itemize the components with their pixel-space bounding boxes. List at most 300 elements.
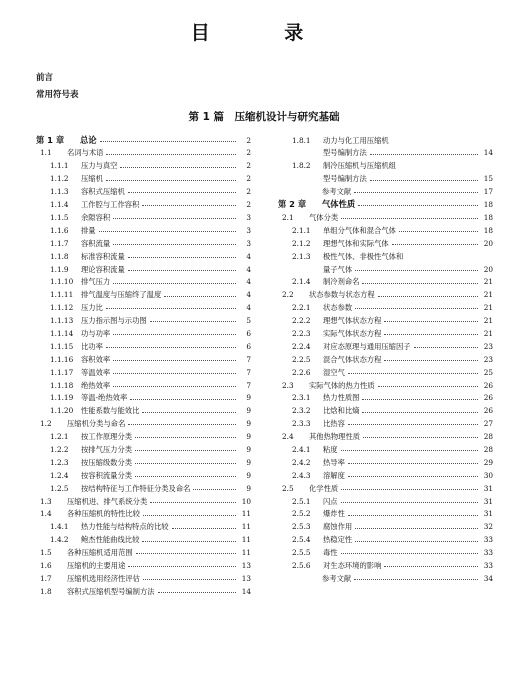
toc-entry-number: 2.1.1 [292,225,311,235]
toc-entry-number: 2.5.4 [292,535,311,545]
toc-page-number: 32 [483,522,493,532]
toc-entry-number: 1.8 [40,586,52,596]
toc-entry-number: 1.1 [40,148,52,158]
toc-page-number: 27 [483,419,493,429]
toc-entry-number: 2.5.2 [292,509,311,519]
toc-entry [36,582,251,595]
dot-leader [128,424,236,425]
toc-entry-title: 压缩机选用经济性评估 [67,573,140,583]
toc-entry-title: 湿空气 [323,367,345,377]
dot-leader [106,308,236,309]
toc-entry-number: 1.1.15 [50,341,74,351]
toc-entry-title: 比热容 [323,419,345,429]
toc-entry [278,363,493,376]
toc-entry [36,286,251,299]
toc-entry-number: 2.5.3 [292,522,311,532]
toc-entry-title: 等温效率 [81,367,111,377]
toc-entry-title: 比功率 [81,341,103,351]
toc-entry-number: 2.4.3 [292,470,311,480]
toc-entry-title: 热导率 [323,457,345,467]
dot-leader [130,399,236,400]
toc-entry-title: 对生态环境的影响 [323,560,382,570]
toc-page-number: 33 [483,560,493,570]
toc-page-number: 31 [483,483,493,493]
toc-entry-number: 1.1.13 [50,316,74,326]
toc-page-number: 9 [246,470,251,480]
toc-entry-number: 1.8.1 [292,135,311,145]
toc-entry [278,144,493,157]
toc-entry [278,299,493,312]
dot-leader [358,205,478,206]
toc-page-number: 23 [483,341,493,351]
dot-leader [158,592,236,593]
toc-entry-number: 1.1.2 [50,174,69,184]
toc-entry-title: 功与功率 [81,328,111,338]
toc-entry-title: 溶解度 [323,470,345,480]
dot-leader [384,360,478,361]
toc-page-number: 6 [246,341,251,351]
dot-leader [150,502,236,503]
toc-entry [278,402,493,415]
toc-entry-number: 2.2 [282,290,294,300]
toc-entry-title: 实际气体的热力性质 [309,380,375,390]
toc-entry-title: 排气温度与压缩终了温度 [81,290,162,300]
dot-leader [378,386,478,387]
toc-entry-title: 各种压缩机的特性比较 [67,509,140,519]
toc-entry-title: 按结构特征与工作特征分类及命名 [81,483,191,493]
toc-entry [36,466,251,479]
toc-entry-number: 1.1.6 [50,225,69,235]
toc-entry [278,556,493,569]
toc-entry-number: 1.2.4 [50,470,69,480]
toc-entry [36,440,251,453]
toc-entry [278,427,493,440]
toc-entry [36,208,251,221]
toc-entry-number: 1.1.14 [50,328,74,338]
toc-entry [36,492,251,505]
toc-page-number: 2 [246,148,251,158]
dot-leader [392,244,478,245]
toc-entry-title: 制冷压缩机与压缩机组 [323,161,396,171]
toc-entry-number: 1.5 [40,548,52,558]
toc-entry [278,337,493,350]
toc-entry-number: 2.5.5 [292,548,311,558]
toc-entry-number: 2.5.6 [292,560,311,570]
toc-page-number: 26 [483,380,493,390]
toc-page-number: 28 [483,432,493,442]
toc-entry-number: 1.1.20 [50,406,74,416]
dot-leader [113,218,236,219]
toc-entry [36,569,251,582]
toc-entry [278,157,493,170]
toc-page-number: 21 [483,303,493,313]
toc-entry-title: 鲍杰性能曲线比较 [81,535,140,545]
dot-leader [135,437,236,438]
dot-leader [142,541,236,542]
dot-leader [341,502,478,503]
toc-entry-number: 2.3.1 [292,393,311,403]
dot-leader [135,463,236,464]
toc-entry-number: 1.1.12 [50,303,74,313]
toc-page-number: 9 [246,432,251,442]
toc-entry-title: 热力性能与结构特点的比较 [81,522,169,532]
toc-entry [36,337,251,350]
toc-entry-number: 1.1.4 [50,200,69,210]
toc-page-number: 7 [246,354,251,364]
toc-entry-number: 1.4.2 [50,535,69,545]
dot-leader [106,154,236,155]
toc-entry-number: 2.2.1 [292,303,311,313]
toc-page-number: 17 [483,187,493,197]
toc-entry-number: 第 2 章 [278,199,307,210]
toc-page-number: 3 [246,225,251,235]
dot-leader [106,180,236,181]
toc-entry [278,170,493,183]
toc-entry-title: 容积式压缩机型号编制方法 [67,586,155,596]
toc-entry-title: 压缩机进、排气系统分类 [67,496,148,506]
dot-leader [142,412,236,413]
toc-entry-number: 1.3 [40,496,52,506]
toc-entry [36,221,251,234]
toc-entry-title: 按排气压力分类 [81,444,133,454]
dot-leader [348,515,478,516]
toc-entry-title: 气体分类 [309,212,339,222]
toc-entry-number: 2.5.1 [292,496,311,506]
dot-leader [384,566,478,567]
toc-entry-number: 1.1.16 [50,354,74,364]
toc-page-number: 18 [483,212,493,222]
toc-entry-number: 1.2.1 [50,432,69,442]
toc-page-number: 9 [246,457,251,467]
toc-page-number: 33 [483,535,493,545]
toc-entry-number: 1.1.7 [50,238,69,248]
toc-page-number: 21 [483,328,493,338]
toc-page-number: 28 [483,444,493,454]
toc-page-number: 2 [246,135,251,145]
toc-page-number: 26 [483,406,493,416]
toc-entry [36,479,251,492]
toc-entry-title: 压力比 [81,303,103,313]
part-title: 第 1 篇 压缩机设计与研究基础 [188,111,340,123]
front-matter-symbols: 常用符号表 [36,90,79,100]
toc-entry-title: 参考文献 [322,573,352,583]
toc-entry [278,324,493,337]
dot-leader [113,373,236,374]
toc-entry-number: 1.1.11 [50,290,74,300]
toc-entry-title: 混合气体状态方程 [323,354,382,364]
dot-leader [341,489,478,490]
toc-page-number: 30 [483,470,493,480]
toc-page-number: 11 [241,509,251,519]
front-matter-preface: 前言 [36,73,54,83]
dot-leader [384,321,478,322]
dot-leader [106,347,236,348]
toc-entry-title: 等温-绝热效率 [81,393,128,403]
toc-entry-title: 闪点 [323,496,338,506]
toc-entry-title: 比焓和比熵 [323,406,360,416]
toc-entry-title: 余隙容积 [81,212,111,222]
dot-leader [341,553,478,554]
toc-entry-number: 1.1.19 [50,393,74,403]
toc-entry [278,260,493,273]
toc-entry-number: 2.2.2 [292,316,311,326]
toc-column-left [36,131,251,595]
toc-entry-number: 1.1.3 [50,187,69,197]
toc-entry-number: 1.2.3 [50,457,69,467]
dot-leader [143,515,236,516]
toc-page-number: 3 [246,212,251,222]
dot-leader [362,399,478,400]
toc-page-number: 25 [483,367,493,377]
toc-entry-number: 1.1.9 [50,264,69,274]
toc-entry-title: 腐蚀作用 [323,522,353,532]
toc-entry-title: 粘度 [323,444,338,454]
toc-entry-number: 2.2.4 [292,341,311,351]
toc-entry-title: 其他热物理性质 [309,432,361,442]
toc-entry [278,466,493,479]
toc-page-number: 18 [483,225,493,235]
toc-entry-title: 型号编制方法 [323,174,367,184]
toc-entry-title: 实际气体状态方程 [323,328,382,338]
toc-page-number: 26 [483,393,493,403]
toc-entry-number: 2.1.4 [292,277,311,287]
dot-leader [128,257,236,258]
toc-entry-title: 按容积流量分类 [81,470,133,480]
toc-entry [36,234,251,247]
toc-entry-title: 量子气体 [323,264,353,274]
dot-leader [414,347,478,348]
toc-entry-number: 1.6 [40,560,52,570]
toc-entry-title: 绝热效率 [81,380,111,390]
toc-entry-title: 毒性 [323,548,338,558]
toc-entry [278,234,493,247]
toc-entry-title: 状态参数与状态方程 [309,290,375,300]
toc-entry [36,402,251,415]
dot-leader [164,296,236,297]
toc-entry-number: 2.3.3 [292,419,311,429]
dot-leader [399,231,478,232]
toc-entry [36,427,251,440]
toc-entry [36,518,251,531]
dot-leader [348,476,478,477]
toc-page-number: 15 [483,174,493,184]
toc-entry-number: 2.1.3 [292,251,311,261]
toc-entry [36,324,251,337]
toc-entry [278,453,493,466]
toc-page-number: 23 [483,354,493,364]
toc-entry [278,376,493,389]
dot-leader [355,528,478,529]
toc-page-number: 7 [246,380,251,390]
toc-entry-title: 工作腔与工作容积 [81,200,140,210]
toc-page-number: 31 [483,509,493,519]
dot-leader [150,321,236,322]
toc-entry-number: 1.7 [40,573,52,583]
dot-leader [348,424,478,425]
toc-page-number: 3 [246,238,251,248]
toc-page-number: 13 [241,560,251,570]
toc-entry-title: 压力指示图与示功图 [81,316,147,326]
toc-page-number: 29 [483,457,493,467]
dot-leader [355,270,478,271]
toc-entry [278,531,493,544]
dot-leader [363,437,478,438]
dot-leader [113,244,236,245]
dot-leader [135,450,236,451]
toc-entry-title: 按压缩级数分类 [81,457,133,467]
toc-entry [36,505,251,518]
toc-page-number: 9 [246,393,251,403]
toc-entry-number: 2.1.2 [292,238,311,248]
toc-entry-title: 压缩机的主要用途 [67,560,126,570]
toc-entry-number: 1.2.5 [50,483,69,493]
toc-entry-title: 标准容积流量 [81,251,125,261]
toc-page-number: 11 [241,522,251,532]
toc-entry-title: 名词与术语 [67,148,104,158]
toc-entry-number: 第 1 章 [36,134,65,145]
toc-page-number: 4 [246,303,251,313]
toc-page-number: 13 [241,573,251,583]
toc-entry [36,453,251,466]
toc-entry [36,544,251,557]
dot-leader [128,270,236,271]
dot-leader [143,579,236,580]
toc-page-number: 4 [246,251,251,261]
toc-entry [36,415,251,428]
toc-chapter-heading [278,195,493,208]
toc-page-number: 14 [483,148,493,158]
dot-leader [362,283,478,284]
toc-page-number: 18 [483,200,493,210]
dot-leader [99,231,236,232]
toc-entry-title: 压缩机分类与命名 [67,419,126,429]
toc-entry [278,311,493,324]
dot-leader [384,334,478,335]
toc-page-number: 11 [241,535,251,545]
toc-entry [36,157,251,170]
toc-entry [278,273,493,286]
toc-entry [278,415,493,428]
toc-page-number: 9 [246,406,251,416]
toc-page-number: 31 [483,496,493,506]
toc-entry-number: 2.3 [282,380,294,390]
toc-entry [278,479,493,492]
toc-entry-number: 1.1.17 [50,367,74,377]
toc-entry-title: 参考文献 [322,187,352,197]
toc-page-number: 34 [483,573,493,583]
dot-leader [135,476,236,477]
toc-entry-title: 各种压缩机适用范围 [67,548,133,558]
dot-leader [113,360,236,361]
toc-entry [278,544,493,557]
toc-entry [36,247,251,260]
dot-leader [113,386,236,387]
toc-entry-number: 2.4.2 [292,457,311,467]
toc-page-number: 4 [246,264,251,274]
toc-page-number: 21 [483,277,493,287]
dot-leader [355,541,478,542]
toc-page-number: 6 [246,328,251,338]
dot-leader [120,167,236,168]
toc-entry [36,144,251,157]
toc-entry [36,531,251,544]
toc-page-number: 4 [246,290,251,300]
toc-entry-number: 2.5 [282,483,294,493]
toc-entry [36,273,251,286]
toc-entry-number: 1.4 [40,509,52,519]
toc-page-number: 2 [246,200,251,210]
dot-leader [341,218,478,219]
toc-entry-number: 1.1.18 [50,380,74,390]
toc-entry-title: 按工作原理分类 [81,432,133,442]
dot-leader [142,205,236,206]
dot-leader [128,192,236,193]
toc-entry-title: 总论 [80,134,97,145]
dot-leader [128,566,236,567]
toc-entry [36,350,251,363]
toc-entry-title: 对应态原理与通用压缩因子 [323,341,411,351]
dot-leader [348,373,478,374]
toc-entry-title: 容积式压缩机 [81,187,125,197]
toc-column-right [278,131,493,582]
toc-entry-title: 理论容积流量 [81,264,125,274]
toc-entry [36,299,251,312]
dot-leader [113,283,236,284]
toc-entry [278,492,493,505]
toc-page-number: 11 [241,548,251,558]
toc-entry [36,376,251,389]
toc-page-number: 20 [483,264,493,274]
toc-page-number: 2 [246,161,251,171]
toc-entry-number: 1.1.8 [50,251,69,261]
toc-entry [278,221,493,234]
toc-chapter-heading [36,131,251,144]
dot-leader [172,528,236,529]
dot-leader [354,192,478,193]
toc-entry-title: 排气压力 [81,277,111,287]
toc-page-number: 2 [246,187,251,197]
toc-entry-number: 1.1.1 [50,161,69,171]
toc-entry [278,440,493,453]
toc-entry [36,389,251,402]
toc-page-number: 5 [246,316,251,326]
toc-entry-title: 气体性质 [322,199,356,210]
toc-entry-number: 1.1.10 [50,277,74,287]
toc-entry [278,183,493,196]
toc-page-number: 14 [241,586,251,596]
toc-page-number: 9 [246,483,251,493]
toc-entry [278,350,493,363]
toc-page-number: 7 [246,367,251,377]
toc-entry-title: 理想气体状态方程 [323,316,382,326]
toc-entry-number: 2.2.6 [292,367,311,377]
toc-entry [36,260,251,273]
toc-page-number: 9 [246,444,251,454]
toc-entry-number: 1.1.5 [50,212,69,222]
toc-entry-title: 热力性质图 [323,393,360,403]
toc-entry-title: 型号编制方法 [323,148,367,158]
toc-entry-number: 1.8.2 [292,161,311,171]
dot-leader [362,412,478,413]
toc-page-number: 33 [483,548,493,558]
toc-entry-title: 极性气体、非极性气体和 [323,251,404,261]
toc-entry-number: 2.1 [282,212,294,222]
dot-leader [378,296,478,297]
toc-entry-title: 容积流量 [81,238,111,248]
toc-entry [36,363,251,376]
toc-entry [278,247,493,260]
toc-entry-number: 2.2.3 [292,328,311,338]
